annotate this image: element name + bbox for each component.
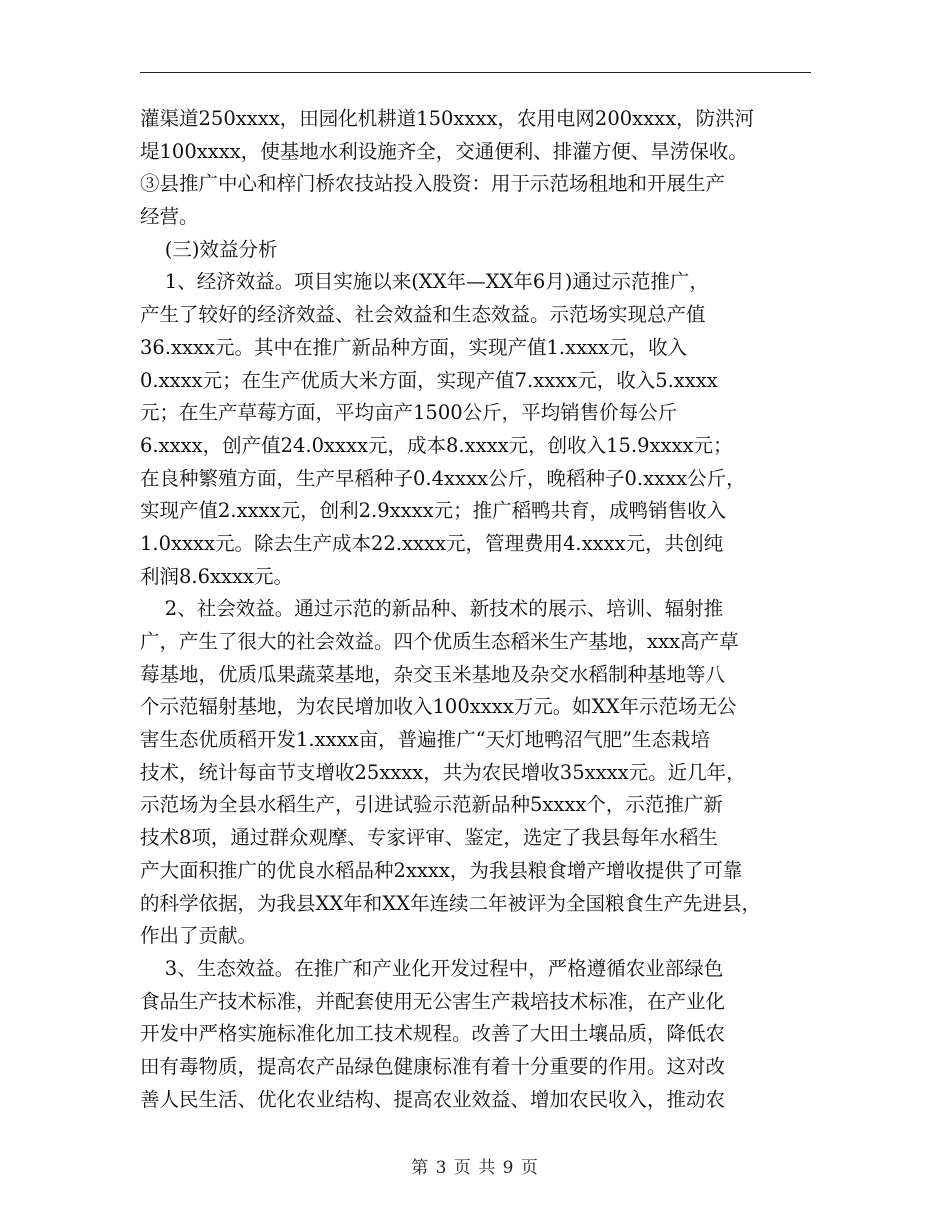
text-line: 堤100xxxx，使基地水利设施齐全，交通便利、排灌方便、旱涝保收。	[140, 139, 748, 163]
text-line: 经营。	[140, 205, 199, 229]
text-line: 2、社会效益。通过示范的新品种、新技术的展示、培训、辐射推	[140, 597, 724, 621]
text-line: 田有毒物质，提高农产品绿色健康标准有着十分重要的作用。这对改	[140, 1054, 726, 1078]
text-line: 食品生产技术标准，并配套使用无公害生产栽培技术标准，在产业化	[140, 989, 726, 1013]
text-line: 害生态优质稻开发1.xxxx亩，普遍推广“天灯地鸭沼气肥”生态栽培	[140, 728, 711, 752]
text-line: 3、生态效益。在推广和产业化开发过程中，严格遵循农业部绿色	[140, 956, 724, 980]
text-line: 产大面积推广的优良水稻品种2xxxx，为我县粮食增产增收提供了可靠	[140, 858, 743, 882]
text-line: 善人民生活、优化农业结构、提高农业效益、增加农民收入，推动农	[140, 1087, 726, 1111]
text-line: 技术，统计每亩节支增收25xxxx，共为农民增收35xxxx元。近几年，	[140, 760, 746, 784]
text-line: 广，产生了很大的社会效益。四个优质生态稻米生产基地，xxx高产草	[140, 630, 739, 653]
text-line: 莓基地，优质瓜果蔬菜基地，杂交玉米基地及杂交水稻制种基地等八	[140, 662, 726, 686]
text-line: 6.xxxx，创产值24.0xxxx元，成本8.xxxx元，创收入15.9xxxx元；	[140, 433, 733, 457]
text-line: 的科学依据，为我县XX年和XX年连续二年被评为全国粮食生产先进县，	[140, 891, 762, 915]
header-rule	[140, 72, 811, 73]
text-line: 1.0xxxx元。除去生产成本22.xxxx元，管理费用4.xxxx元，共创纯	[140, 531, 724, 555]
page-number: 第 3 页 共 9 页	[411, 1158, 539, 1178]
text-line: 技术8项，通过群众观摩、专家评审、鉴定，选定了我县每年水稻生	[140, 826, 718, 850]
text-line: 示范场为全县水稻生产，引进试验示范新品种5xxxx个，示范推广新	[140, 793, 723, 817]
section-heading: (三)效益分析	[140, 237, 278, 261]
text-line: 在良种繁殖方面，生产早稻种子0.4xxxx公斤，晚稻种子0.xxxx公斤，	[140, 466, 746, 490]
text-line: 36.xxxx元。其中在推广新品种方面，实现产值1.xxxx元，收入	[140, 335, 688, 359]
text-line: ③县推广中心和梓门桥农技站投入股资：用于示范场租地和开展生产	[140, 172, 726, 196]
text-line: 利润8.6xxxx元。	[140, 564, 294, 588]
text-line: 元；在生产草莓方面，平均亩产1500公斤，平均销售价每公斤	[140, 401, 678, 425]
text-line: 实现产值2.xxxx元，创利2.9xxxx元；推广稻鸭共育，成鸭销售收入	[140, 499, 727, 523]
text-line: 0.xxxx元；在生产优质大米方面，实现产值7.xxxx元，收入5.xxxx	[140, 368, 718, 392]
text-line: 灌渠道250xxxx，田园化机耕道150xxxx，农用电网200xxxx，防洪河	[140, 107, 755, 130]
text-line: 产生了较好的经济效益、社会效益和生态效益。示范场实现总产值	[140, 303, 706, 327]
text-line: 作出了贡献。	[140, 924, 258, 948]
document-body	[140, 103, 830, 1116]
text-line: 个示范辐射基地，为农民增加收入100xxxx万元。如XX年示范场无公	[140, 695, 737, 719]
text-line: 开发中严格实施标准化加工技术规程。改善了大田土壤品质，降低农	[140, 1022, 726, 1046]
text-line: 1、经济效益。项目实施以来(XX年—XX年6月)通过示范推广，	[140, 270, 709, 294]
